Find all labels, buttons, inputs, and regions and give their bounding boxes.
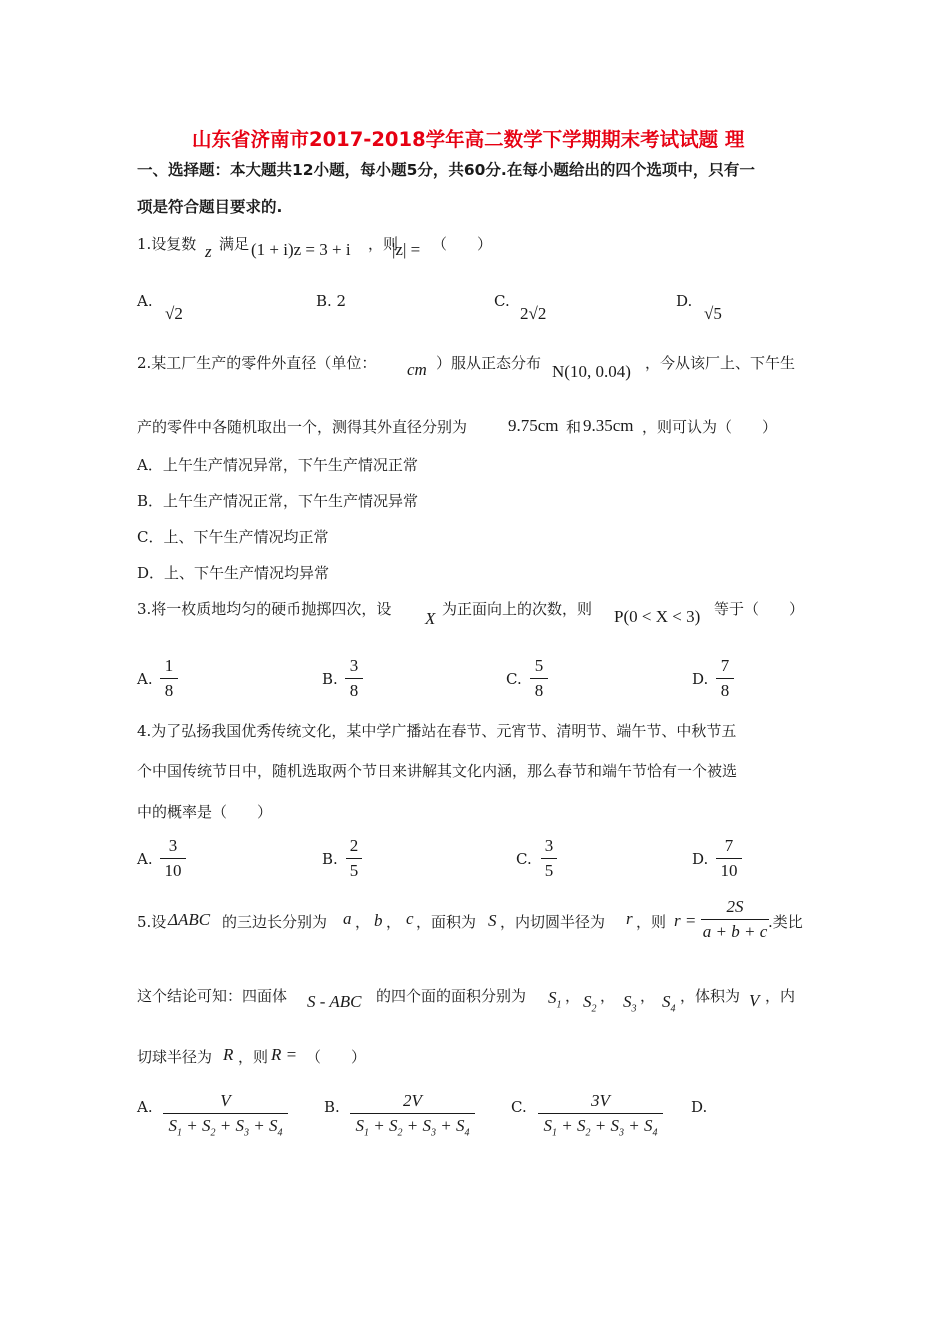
q5-option-d-label: D. xyxy=(691,1098,708,1116)
q5-r-fraction xyxy=(701,897,769,942)
q5-option-b-label: B. xyxy=(324,1098,340,1116)
q2-line1a: 2.某工厂生产的零件外直径（单位： xyxy=(137,354,377,372)
q2-value-1: 9.75cm xyxy=(508,416,559,435)
fraction-bar xyxy=(160,858,186,859)
q5-S: S xyxy=(488,911,497,930)
fraction-bar xyxy=(345,678,363,679)
q5-option-c-fraction xyxy=(538,1091,663,1143)
q1-abs: |z| = xyxy=(392,240,421,259)
q3-var: X xyxy=(425,609,436,628)
q5-a: a xyxy=(343,909,352,928)
q4-line1: 4.为了弘扬我国优秀传统文化，某中学广播站在春节、元宵节、清明节、端午节、中秋节五 xyxy=(137,722,737,740)
q5-line2a: 这个结论可知：四面体 xyxy=(137,987,288,1005)
q2-line1b: ）服从正态分布 xyxy=(436,354,542,372)
q1-mid: 满足 xyxy=(219,235,250,253)
q5-text-1: 的三边长分别为 xyxy=(222,913,328,931)
q5-option-a-num: V xyxy=(220,1091,231,1110)
q2-line2a: 产的零件中各随机取出一个，测得其外直径分别为 xyxy=(137,418,468,436)
q4-option-d-num: 7 xyxy=(724,836,734,855)
q3-option-c-den: 8 xyxy=(534,681,544,700)
q4-option-b-fraction xyxy=(346,836,362,881)
comma: ， xyxy=(600,987,616,1005)
q5-prefix: 5.设 xyxy=(137,913,167,931)
q5-s1: $S_1$ xyxy=(548,988,562,1011)
q5-text-4: ，则 xyxy=(636,913,667,931)
q5-option-b-fraction xyxy=(350,1091,475,1143)
q1-prefix: 1.设复数 xyxy=(137,235,197,253)
q2-option-a: A．上午生产情况异常，下午生产情况正常 xyxy=(137,456,418,474)
q3-option-d-fraction xyxy=(716,656,734,701)
q5-text-5: .类比 xyxy=(768,913,803,931)
q5-r-equals: r = xyxy=(674,911,697,930)
q1-equation: (1 + i)z = 3 + i xyxy=(251,240,351,259)
q3-option-d-label: D. xyxy=(692,670,709,688)
q3-option-a-fraction xyxy=(160,656,178,701)
q5-s3: $S_3$ xyxy=(623,992,637,1015)
q5-r-den: a + b + c xyxy=(702,922,768,941)
q4-line3: 中的概率是（ ） xyxy=(137,803,273,821)
q5-line2d: ，内 xyxy=(765,987,796,1005)
q4-option-d-label: D. xyxy=(692,850,709,868)
q3-option-c-label: C. xyxy=(506,670,522,688)
fraction-bar xyxy=(350,1113,475,1114)
q5-line3a: 切球半径为 xyxy=(137,1048,213,1066)
comma: ， xyxy=(386,913,402,931)
q3-suffix: 等于（ ） xyxy=(714,600,805,618)
q5-text-2: ，面积为 xyxy=(416,913,477,931)
q5-b: b xyxy=(374,911,383,930)
q3-option-b-den: 8 xyxy=(349,681,359,700)
q5-option-c-num: 3V xyxy=(591,1091,610,1110)
fraction-bar xyxy=(530,678,548,679)
fraction-bar xyxy=(538,1113,663,1114)
comma: ， xyxy=(355,913,371,931)
q5-option-c-label: C. xyxy=(511,1098,527,1116)
section-header-line1: 一、选择题：本大题共12小题，每小题5分，共60分.在每小题给出的四个选项中，只有一 xyxy=(137,161,755,179)
q5-c: c xyxy=(406,909,414,928)
q4-option-c-num: 3 xyxy=(544,836,554,855)
q1-option-b: B. 2 xyxy=(316,292,347,310)
q5-r: r xyxy=(626,909,633,928)
q4-option-a-num: 3 xyxy=(168,836,178,855)
q2-option-d: D．上、下午生产情况均异常 xyxy=(137,564,330,582)
q1-option-d-value: √5 xyxy=(704,304,722,323)
q5-line2b: 的四个面的面积分别为 xyxy=(376,987,527,1005)
q2-option-c: C．上、下午生产情况均正常 xyxy=(137,528,329,546)
fraction-bar xyxy=(701,919,769,920)
q5-line2c: ，体积为 xyxy=(680,987,741,1005)
q4-option-b-num: 2 xyxy=(349,836,359,855)
q1-option-d-label: D. xyxy=(676,292,693,310)
q5-s2: $S_2$ xyxy=(583,992,597,1015)
q1-option-a-value: √2 xyxy=(165,304,183,323)
fraction-bar xyxy=(716,678,734,679)
q2-and: 和 xyxy=(566,418,582,436)
q3-option-c-num: 5 xyxy=(534,656,544,675)
q1-var: z xyxy=(205,242,212,261)
q5-triangle: ΔABC xyxy=(168,910,211,929)
q4-option-a-label: A. xyxy=(137,850,153,868)
q5-denominator: $S_1 + S_2 + S_3 + S_4$ xyxy=(355,1116,470,1139)
q5-r-num: 2S xyxy=(726,897,744,916)
q5-option-a-fraction xyxy=(163,1091,288,1143)
q3-option-d-den: 8 xyxy=(720,681,730,700)
q1-option-a-label: A. xyxy=(137,292,153,310)
q5-option-b-num: 2V xyxy=(403,1091,422,1110)
fraction-bar xyxy=(163,1113,288,1114)
q3-expression: P(0 < X < 3) xyxy=(614,607,701,626)
q4-option-c-fraction xyxy=(541,836,557,881)
fraction-bar xyxy=(346,858,362,859)
comma: ， xyxy=(565,987,581,1005)
q1-option-c-value: 2√2 xyxy=(520,304,547,323)
q3-option-a-den: 8 xyxy=(164,681,174,700)
q5-text-3: ，内切圆半径为 xyxy=(500,913,606,931)
q3-option-a-num: 1 xyxy=(164,656,174,675)
q5-option-a-label: A. xyxy=(137,1098,153,1116)
q3-option-d-num: 7 xyxy=(720,656,730,675)
q4-line2: 个中国传统节日中，随机选取两个节日来讲解其文化内涵，那么春节和端午节恰有一个被选 xyxy=(137,762,738,780)
q3-option-b-label: B. xyxy=(322,670,338,688)
q5-denominator: $S_1 + S_2 + S_3 + S_4$ xyxy=(543,1116,658,1139)
q2-unit: cm xyxy=(407,360,427,379)
q3-option-b-fraction xyxy=(345,656,363,701)
q1-paren: （ ） xyxy=(432,235,493,253)
q3-option-c-fraction xyxy=(530,656,548,701)
q5-paren: （ ） xyxy=(306,1048,367,1066)
q4-option-d-den: 10 xyxy=(720,861,738,880)
q2-line2b: ，则可认为（ ） xyxy=(642,418,778,436)
q4-option-c-den: 5 xyxy=(544,861,554,880)
q3-option-b-num: 3 xyxy=(349,656,359,675)
q1-after: ，则 xyxy=(368,235,399,253)
q4-option-a-fraction xyxy=(160,836,186,881)
fraction-bar xyxy=(160,678,178,679)
page-title: 山东省济南市2017-2018学年高二数学下学期期末考试试题 理 xyxy=(192,128,745,151)
q5-R: R xyxy=(223,1045,234,1064)
section-header-line2: 项是符合题目要求的. xyxy=(137,198,283,216)
q2-value-2: 9.35cm xyxy=(583,416,634,435)
q4-option-b-label: B. xyxy=(322,850,338,868)
q2-option-b: B．上午生产情况正常，下午生产情况异常 xyxy=(137,492,419,510)
q4-option-a-den: 10 xyxy=(164,861,182,880)
q1-option-c-label: C. xyxy=(494,292,510,310)
q2-distribution: N(10, 0.04) xyxy=(552,362,631,381)
fraction-bar xyxy=(716,858,742,859)
fraction-bar xyxy=(541,858,557,859)
q5-R-equals: R = xyxy=(271,1045,298,1064)
q4-option-c-label: C. xyxy=(516,850,532,868)
q4-option-d-fraction xyxy=(716,836,742,881)
q5-line3b: ，则 xyxy=(238,1048,269,1066)
q4-option-b-den: 5 xyxy=(349,861,359,880)
q5-tetrahedron: S - ABC xyxy=(307,992,362,1011)
q3-mid: 为正面向上的次数，则 xyxy=(442,600,593,618)
q5-denominator: $S_1 + S_2 + S_3 + S_4$ xyxy=(168,1116,283,1139)
q3-option-a-label: A. xyxy=(137,670,153,688)
q5-V: V xyxy=(749,991,760,1010)
q5-s4: $S_4$ xyxy=(662,992,676,1015)
comma: ， xyxy=(640,987,656,1005)
q2-line1c: ，今从该厂上、下午生 xyxy=(645,354,796,372)
q3-prefix: 3.将一枚质地均匀的硬币抛掷四次，设 xyxy=(137,600,392,618)
